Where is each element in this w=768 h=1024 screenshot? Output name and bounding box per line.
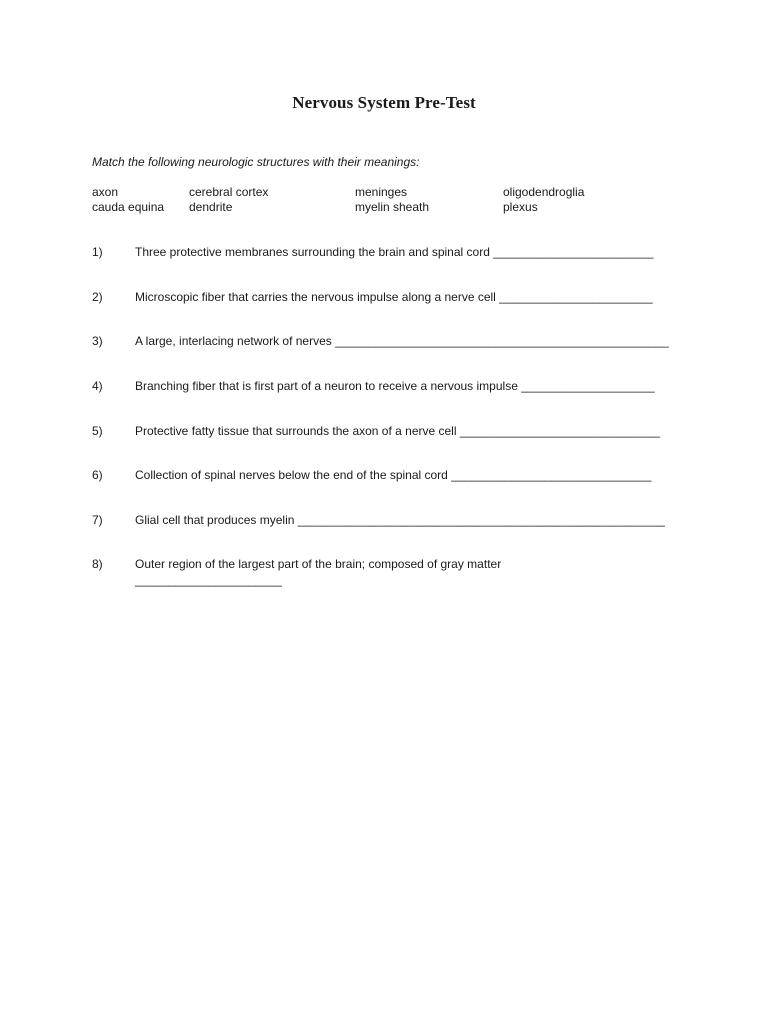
term-oligodendroglia: oligodendroglia <box>503 185 585 199</box>
question-7-text: Glial cell that produces myelin _______________________________________________________ <box>135 513 665 527</box>
question-1-number: 1) <box>92 245 103 259</box>
question-5-text: Protective fatty tissue that surrounds the axon of a nerve cell ______________________________ <box>135 424 661 438</box>
term-dendrite: dendrite <box>189 200 233 214</box>
term-plexus: plexus <box>503 200 538 214</box>
question-3-number: 3) <box>92 334 103 348</box>
term-axon: axon <box>92 185 119 199</box>
question-4-number: 4) <box>92 379 103 393</box>
question-5-number: 5) <box>92 424 103 438</box>
question-6-text: Collection of spinal nerves below the end of the spinal cord ______________________________ <box>135 468 652 482</box>
instructions-text: Match the following neurologic structures with their meanings: <box>92 155 420 169</box>
question-3-text: A large, interlacing network of nerves __________________________________________________ <box>135 334 669 348</box>
question-8-answer-line: ______________________ <box>135 573 282 587</box>
question-2-number: 2) <box>92 290 103 304</box>
page-title: Nervous System Pre-Test <box>292 93 476 112</box>
term-myelin-sheath: myelin sheath <box>355 200 430 214</box>
question-6-number: 6) <box>92 468 103 482</box>
question-8-number: 8) <box>92 557 103 571</box>
term-cauda-equina: cauda equina <box>92 200 165 214</box>
question-4-text: Branching fiber that is first part of a neuron to receive a nervous impulse ____________________ <box>135 379 655 393</box>
term-cerebral-cortex: cerebral cortex <box>189 185 269 199</box>
question-1-text: Three protective membranes surrounding the brain and spinal cord ________________________ <box>135 245 654 259</box>
question-7-number: 7) <box>92 513 103 527</box>
question-8-text: Outer region of the largest part of the brain; composed of gray matter <box>135 557 502 571</box>
term-meninges: meninges <box>355 185 408 199</box>
question-2-text: Microscopic fiber that carries the nervous impulse along a nerve cell _______________________ <box>135 290 653 304</box>
